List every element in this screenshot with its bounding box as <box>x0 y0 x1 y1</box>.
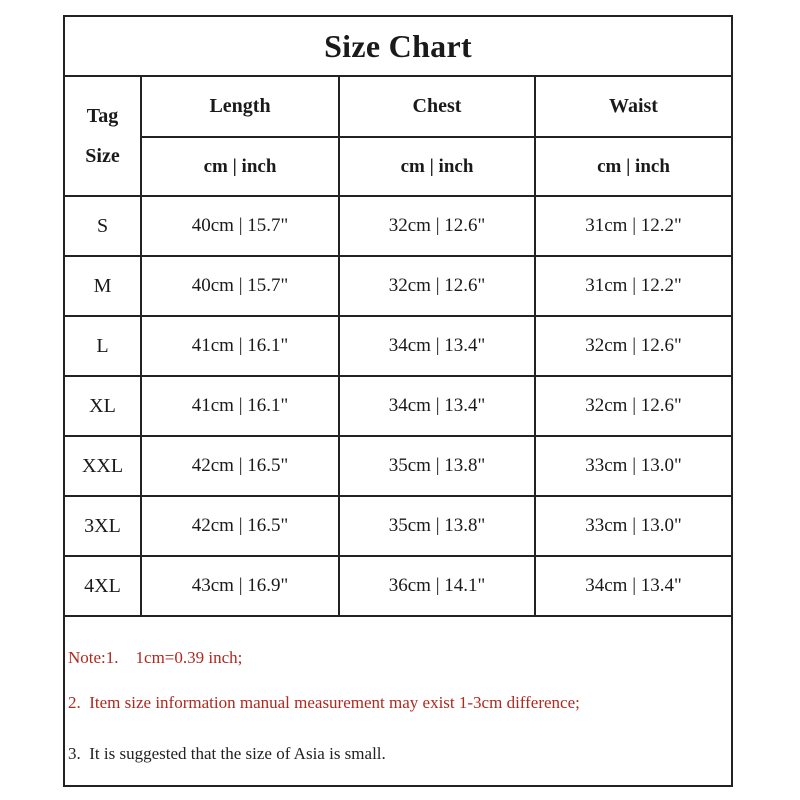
waist-cell: 32cm | 12.6" <box>535 316 731 376</box>
chest-cell: 32cm | 12.6" <box>339 196 535 256</box>
table-row <box>65 436 731 496</box>
note-measurement: 2. Item size information manual measurement may exist 1-3cm difference; <box>68 693 580 712</box>
size-cell: XL <box>65 376 141 436</box>
tag-size-header <box>65 77 141 196</box>
unit-label-length: cm | inch <box>141 137 339 196</box>
page-title: Size Chart <box>324 27 472 64</box>
column-header-length: Length <box>141 77 339 137</box>
unit-label-waist: cm | inch <box>535 137 731 196</box>
size-table <box>65 77 731 617</box>
notes-section <box>65 620 731 785</box>
column-header-waist: Waist <box>535 77 731 137</box>
note-conversion: Note:1. 1cm=0.39 inch; <box>68 648 243 667</box>
table-row <box>65 316 731 376</box>
size-cell: M <box>65 256 141 316</box>
waist-cell: 31cm | 12.2" <box>535 196 731 256</box>
size-cell: S <box>65 196 141 256</box>
column-header-chest: Chest <box>339 77 535 137</box>
waist-cell: 32cm | 12.6" <box>535 376 731 436</box>
chest-cell: 34cm | 13.4" <box>339 316 535 376</box>
note-asia-size: 3. It is suggested that the size of Asia is small. <box>68 744 386 763</box>
tag-label: Tag <box>86 105 119 127</box>
chest-cell: 35cm | 13.8" <box>339 496 535 556</box>
unit-label-chest: cm | inch <box>339 137 535 196</box>
header-row <box>65 77 731 137</box>
length-cell: 40cm | 15.7" <box>141 196 339 256</box>
table-row <box>65 196 731 256</box>
size-cell: XXL <box>65 436 141 496</box>
size-cell: L <box>65 316 141 376</box>
chest-cell: 32cm | 12.6" <box>339 256 535 316</box>
length-cell: 41cm | 16.1" <box>141 316 339 376</box>
title-row <box>65 17 731 77</box>
chest-cell: 35cm | 13.8" <box>339 436 535 496</box>
size-chart-frame <box>63 15 733 787</box>
waist-cell: 31cm | 12.2" <box>535 256 731 316</box>
length-cell: 43cm | 16.9" <box>141 556 339 616</box>
table-row <box>65 376 731 436</box>
size-label: Size <box>85 145 120 167</box>
waist-cell: 33cm | 13.0" <box>535 496 731 556</box>
length-cell: 42cm | 16.5" <box>141 436 339 496</box>
size-cell: 4XL <box>65 556 141 616</box>
chest-cell: 36cm | 14.1" <box>339 556 535 616</box>
waist-cell: 33cm | 13.0" <box>535 436 731 496</box>
length-cell: 41cm | 16.1" <box>141 376 339 436</box>
table-row <box>65 496 731 556</box>
table-row <box>65 556 731 616</box>
chest-cell: 34cm | 13.4" <box>339 376 535 436</box>
length-cell: 42cm | 16.5" <box>141 496 339 556</box>
size-cell: 3XL <box>65 496 141 556</box>
length-cell: 40cm | 15.7" <box>141 256 339 316</box>
unit-row <box>65 137 731 196</box>
waist-cell: 34cm | 13.4" <box>535 556 731 616</box>
table-row <box>65 256 731 316</box>
